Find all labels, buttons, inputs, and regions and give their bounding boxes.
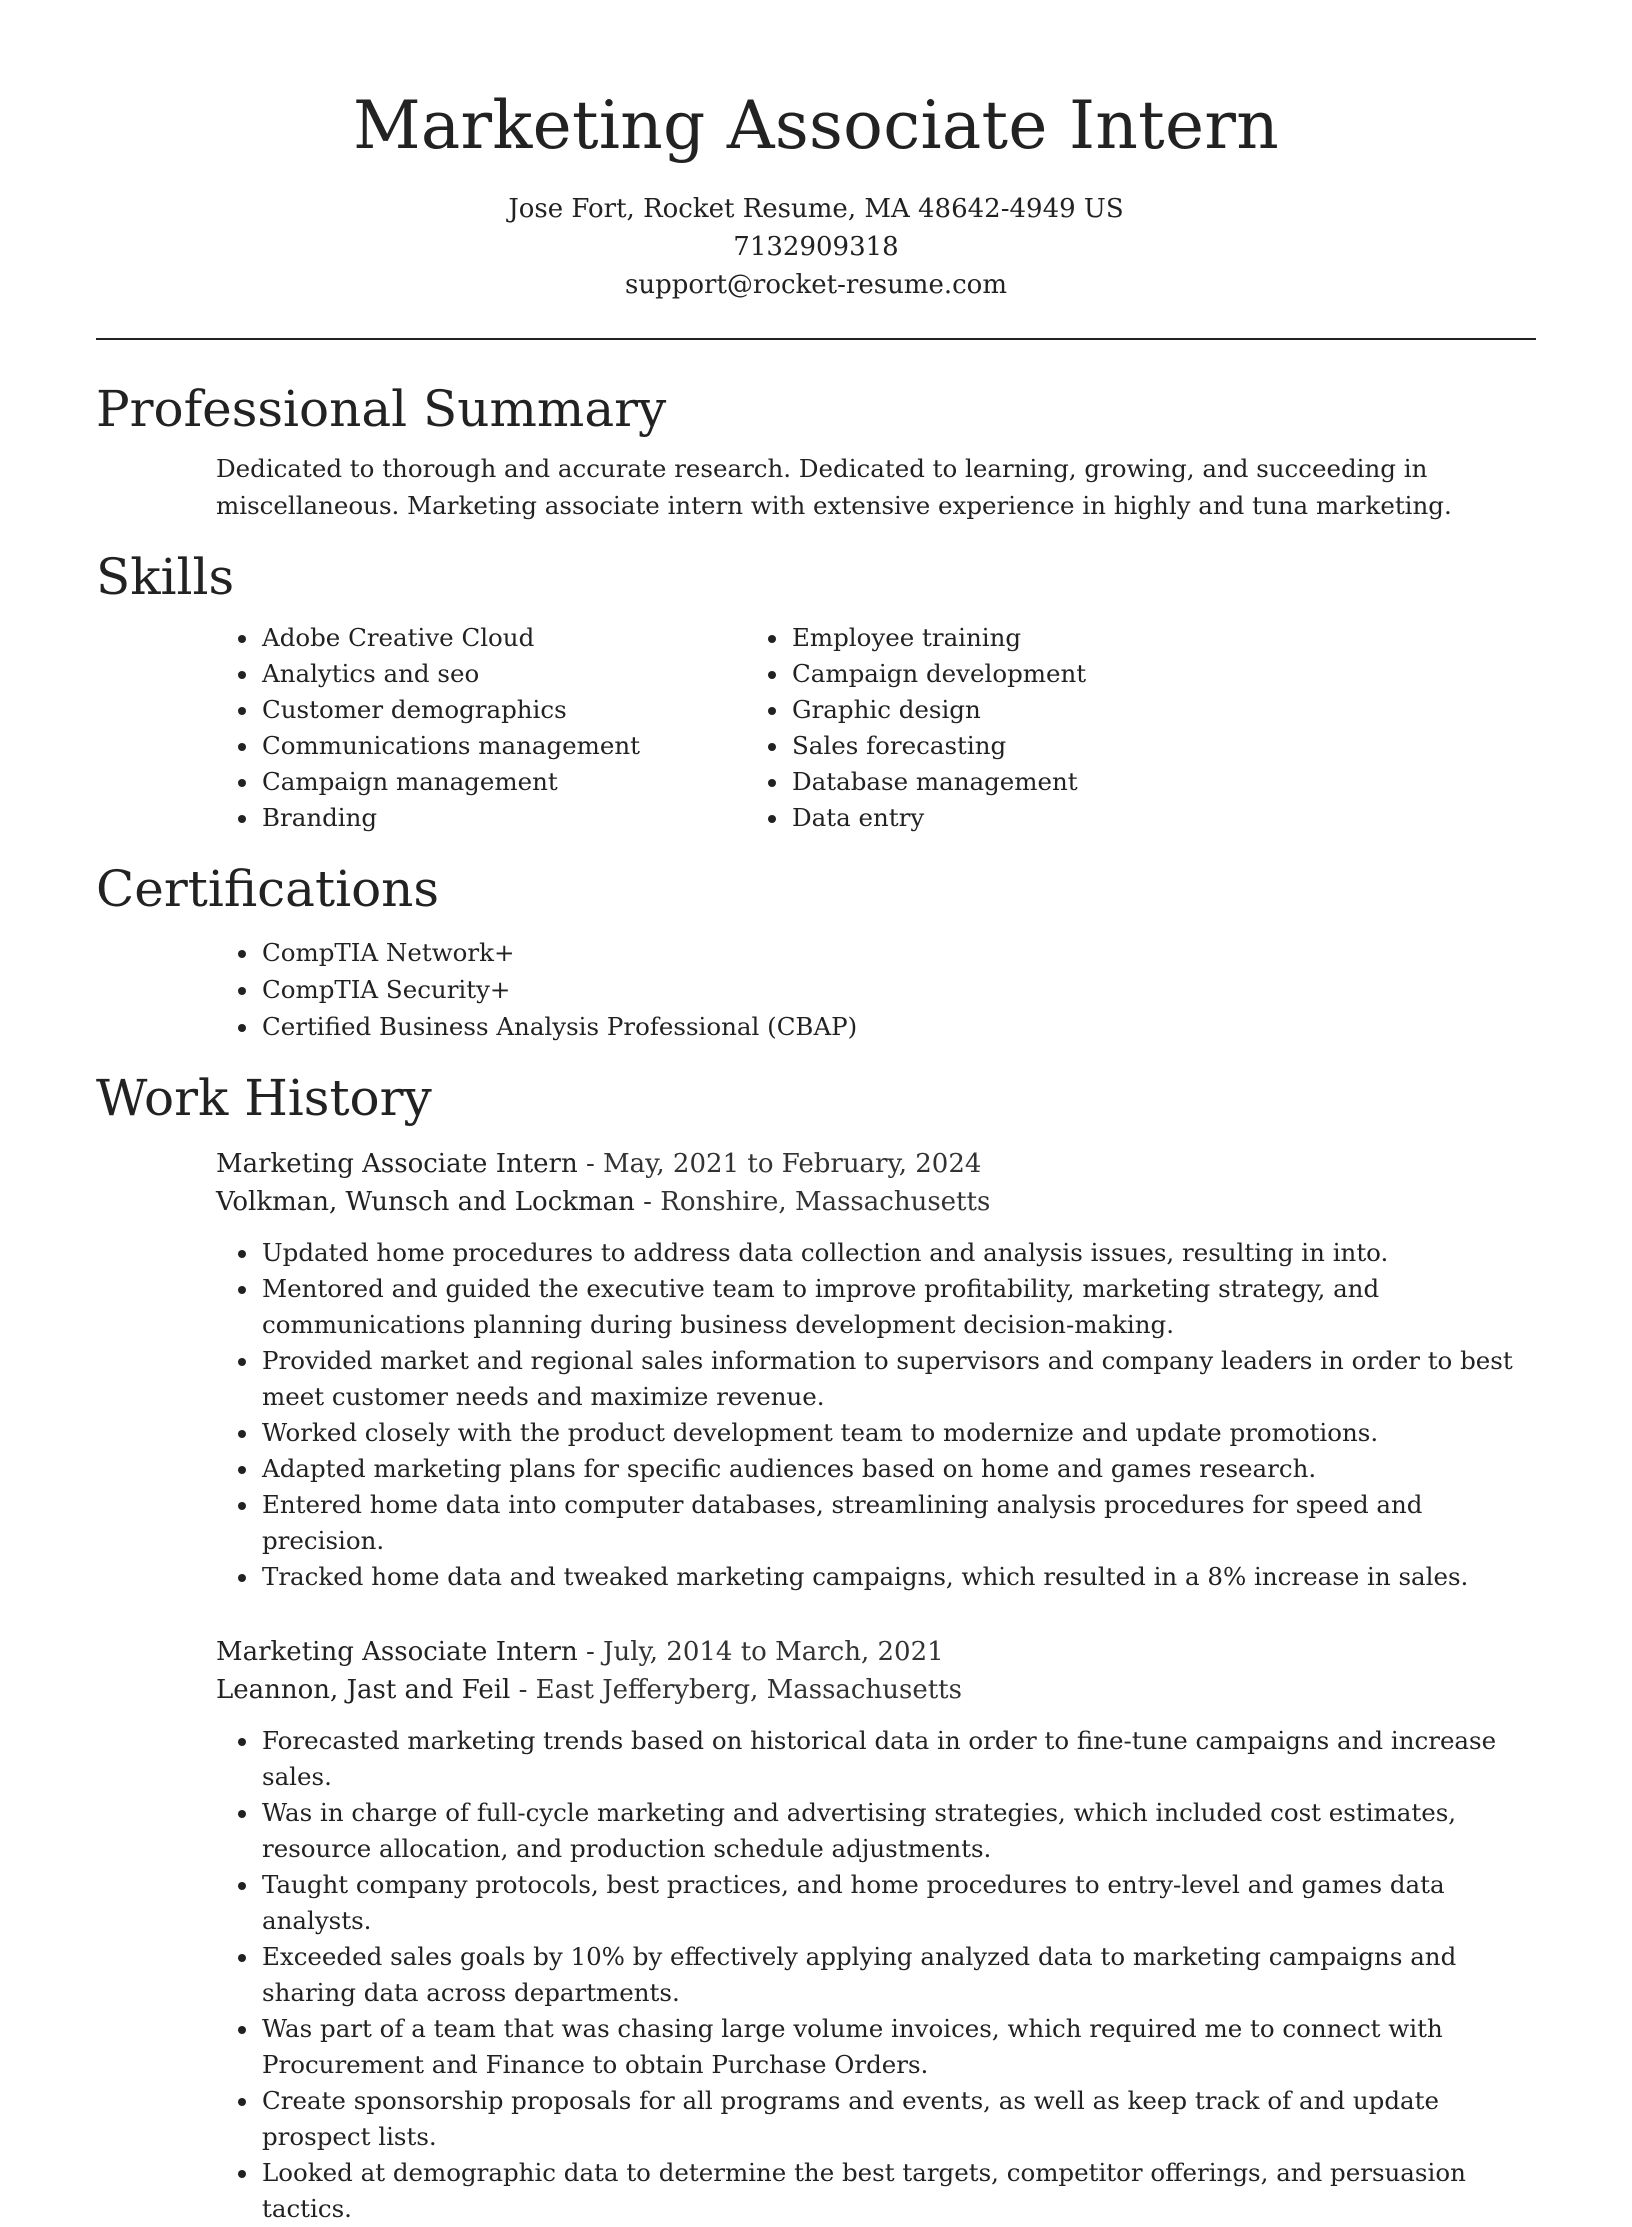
- job-duty-item: • Mentored and guided the executive team to improve profitability, marketing strategy, and communications planning during business development decision-making.: [260, 1271, 1536, 1343]
- contact-phone: 7132909318: [733, 232, 899, 262]
- job-dates: - July, 2014 to March, 2021: [577, 1637, 944, 1667]
- job-duty-item: • Adapted marketing plans for specific audiences based on home and games research.: [260, 1451, 1536, 1487]
- skills-list-right: [746, 620, 1396, 836]
- header-divider: [96, 338, 1536, 340]
- job-duty-item: • Create sponsorship proposals for all programs and events, as well as keep track of and update prospect lists.: [260, 2083, 1536, 2155]
- skill-item: • Employee training: [790, 620, 1396, 656]
- job-company-line: [216, 1671, 1536, 1709]
- summary-text: Dedicated to thorough and accurate research. Dedicated to learning, growing, and succeeding in miscellaneous. Marketing associate intern with extensive experience in highly and tuna marketing.: [216, 454, 1452, 520]
- certifications-section: [96, 858, 1536, 1045]
- contact-email: support@rocket-resume.com: [624, 270, 1007, 300]
- skill-item: • Data entry: [790, 800, 1396, 836]
- summary-section: [96, 378, 1536, 524]
- certification-item: • CompTIA Security+: [260, 971, 1536, 1008]
- job-duties-list: [96, 1235, 1536, 1595]
- candidate-name: Marketing Associate Intern: [352, 87, 1280, 164]
- job-duty-item: • Taught company protocols, best practices, and home procedures to entry-level and games data analysts.: [260, 1867, 1536, 1939]
- job-duty-item: • Forecasted marketing trends based on historical data in order to fine-tune campaigns and increase sales.: [260, 1723, 1536, 1795]
- job-entry: [96, 1145, 1536, 1595]
- job-duty-item: • Entered home data into computer databases, streamlining analysis procedures for speed and precision.: [260, 1487, 1536, 1559]
- skill-item: • Communications management: [260, 728, 746, 764]
- skills-grid: [96, 620, 1536, 836]
- work-history-section: [96, 1067, 1536, 2227]
- resume-header: [96, 0, 1536, 304]
- skill-item: • Database management: [790, 764, 1396, 800]
- certifications-heading: Certifications: [96, 860, 440, 918]
- skills-section: [96, 546, 1536, 836]
- skill-item: • Branding: [260, 800, 746, 836]
- certifications-list: [96, 934, 1536, 1045]
- skill-item: • Campaign management: [260, 764, 746, 800]
- job-company: Volkman, Wunsch and Lockman: [216, 1187, 635, 1217]
- skills-heading: Skills: [96, 548, 235, 606]
- skill-item: • Adobe Creative Cloud: [260, 620, 746, 656]
- job-duty-item: • Looked at demographic data to determine the best targets, competitor offerings, and persuasion tactics.: [260, 2155, 1536, 2227]
- skill-item: • Sales forecasting: [790, 728, 1396, 764]
- job-title-line: [216, 1145, 1536, 1183]
- job-title-line: [216, 1633, 1536, 1671]
- job-duty-item: • Updated home procedures to address data collection and analysis issues, resulting in into.: [260, 1235, 1536, 1271]
- skills-list-left: [96, 620, 746, 836]
- job-duty-item: • Was part of a team that was chasing large volume invoices, which required me to connect with Procurement and Finance to obtain Purchase Orders.: [260, 2011, 1536, 2083]
- job-entry: [96, 1633, 1536, 2227]
- job-title: Marketing Associate Intern: [216, 1637, 578, 1667]
- work-history-heading: Work History: [96, 1069, 432, 1127]
- certification-item: • CompTIA Network+: [260, 934, 1536, 971]
- skill-item: • Customer demographics: [260, 692, 746, 728]
- skill-item: • Campaign development: [790, 656, 1396, 692]
- job-company-line: [216, 1183, 1536, 1221]
- certification-item: • Certified Business Analysis Professional (CBAP): [260, 1008, 1536, 1045]
- job-duty-item: • Tracked home data and tweaked marketing campaigns, which resulted in a 8% increase in sales.: [260, 1559, 1536, 1595]
- contact-address: Jose Fort, Rocket Resume, MA 48642-4949 US: [508, 194, 1124, 224]
- job-dates: - May, 2021 to February, 2024: [577, 1149, 982, 1179]
- skill-item: • Analytics and seo: [260, 656, 746, 692]
- job-location: - Ronshire, Massachusetts: [634, 1187, 991, 1217]
- job-duty-item: • Provided market and regional sales information to supervisors and company leaders in order to best meet customer needs and maximize revenue.: [260, 1343, 1536, 1415]
- skill-item: • Graphic design: [790, 692, 1396, 728]
- job-duty-item: • Exceeded sales goals by 10% by effectively applying analyzed data to marketing campaigns and sharing data across departments.: [260, 1939, 1536, 2011]
- job-duty-item: • Was in charge of full-cycle marketing and advertising strategies, which included cost estimates, resource allocation, and production schedule adjustments.: [260, 1795, 1536, 1867]
- job-company: Leannon, Jast and Feil: [216, 1675, 511, 1705]
- summary-heading: Professional Summary: [96, 380, 667, 438]
- job-location: - East Jefferyberg, Massachusetts: [510, 1675, 962, 1705]
- job-title: Marketing Associate Intern: [216, 1149, 578, 1179]
- job-duties-list: [96, 1723, 1536, 2227]
- job-duty-item: • Worked closely with the product development team to modernize and update promotions.: [260, 1415, 1536, 1451]
